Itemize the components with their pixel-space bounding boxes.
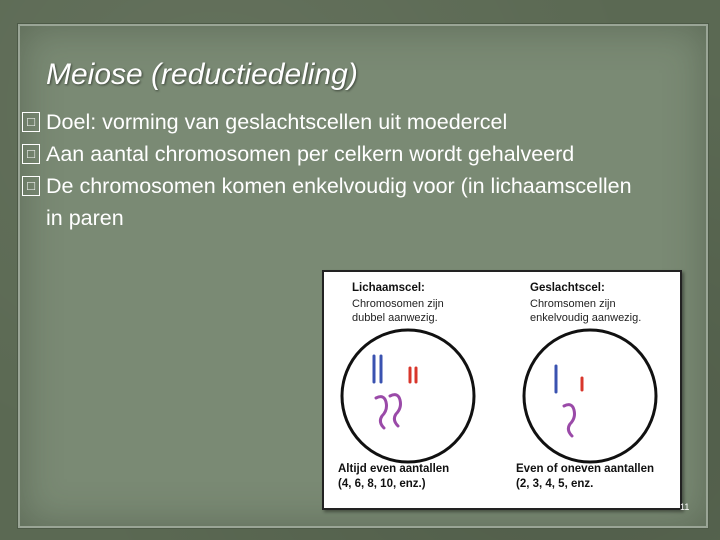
sex-cell-heading: Geslachtscel: [530, 282, 605, 294]
bullet-box-icon: □ [22, 112, 40, 132]
sex-cell-foot-line: (2, 3, 4, 5, enz. [516, 478, 594, 490]
sex-cell-description [530, 297, 641, 325]
body-cell-foot-line: (4, 6, 8, 10, enz.) [338, 478, 426, 490]
bullet-item [22, 106, 642, 138]
bullet-box-icon: □ [22, 144, 40, 164]
sex-cell-footer [516, 462, 654, 492]
meiosis-figure [322, 270, 682, 510]
body-cell-desc-line: dubbel aanwezig. [352, 312, 438, 324]
sex-cell-diagram [502, 324, 678, 464]
sex-cell-desc-line: enkelvoudig aanwezig. [530, 312, 642, 324]
sex-cell-column [502, 272, 678, 508]
bullet-text: Aan aantal chromosomen per celkern wordt gehalveerd [46, 142, 575, 166]
body-cell-footer [338, 462, 449, 492]
bullet-list [22, 106, 642, 234]
sex-cell-foot-line: Even of oneven aantallen [516, 463, 655, 475]
bullet-item [22, 170, 642, 234]
bullet-item [22, 138, 642, 170]
body-cell-column [324, 272, 500, 508]
bullet-text: Doel: vorming van geslachtscellen uit moedercel [46, 110, 508, 134]
sex-cell-desc-line: Chromsomen zijn [530, 298, 616, 310]
page-number: 11 [680, 502, 690, 512]
body-cell-foot-line: Altijd even aantallen [338, 463, 450, 475]
body-cell-diagram [324, 324, 500, 464]
body-cell-description [352, 297, 444, 325]
bullet-text: De chromosomen komen enkelvoudig voor (in lichaamscellen in paren [46, 174, 632, 230]
sex-cell-outline [524, 330, 656, 462]
body-cell-heading: Lichaamscel: [352, 282, 425, 294]
slide-title: Meiose (reductiedeling) [46, 58, 358, 91]
body-cell-outline [342, 330, 474, 462]
bullet-box-icon: □ [22, 176, 40, 196]
body-cell-desc-line: Chromosomen zijn [352, 298, 444, 310]
